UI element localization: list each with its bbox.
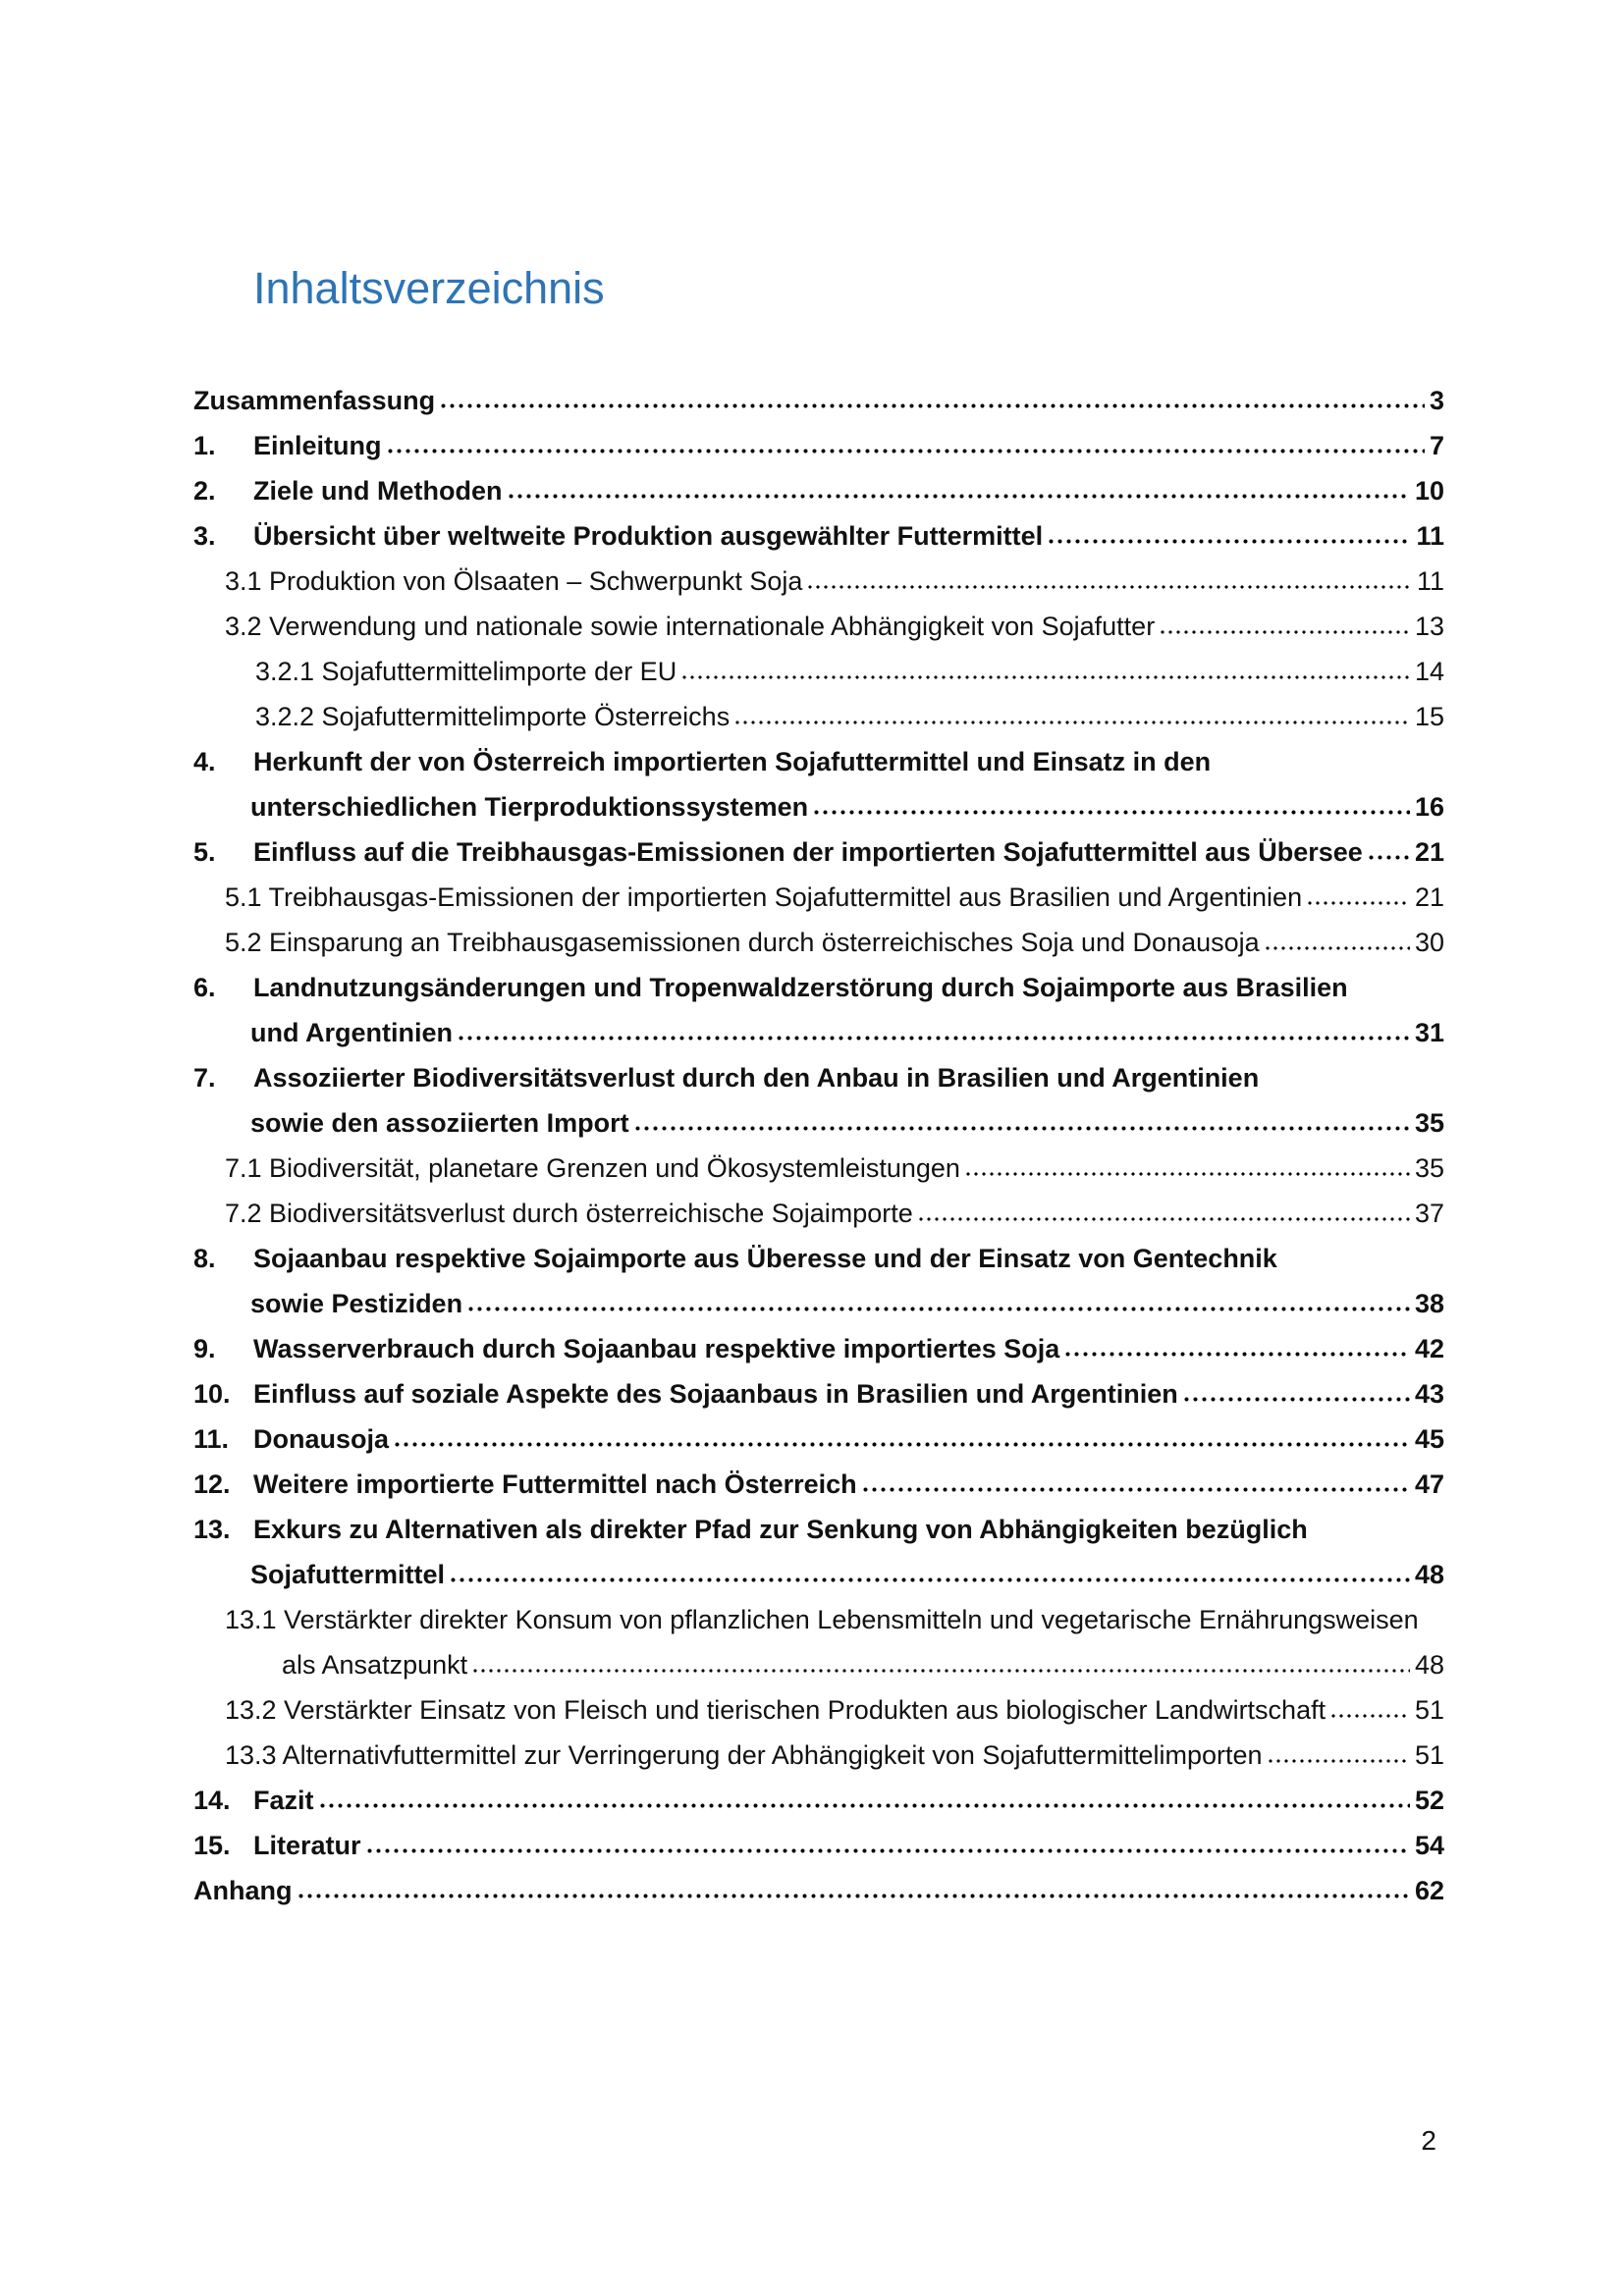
dot-leader (1264, 945, 1410, 951)
toc-page-number: 51 (1414, 1740, 1444, 1770)
page-title: Inhaltsverzeichnis (253, 263, 605, 313)
toc-entry-label: und Argentinien (250, 1018, 453, 1047)
toc-entry (193, 1055, 1444, 1146)
toc-entry-label: 5.2 Einsparung an Treibhausgasemissionen durch österreichisches Soja und Donausoja (225, 928, 1260, 957)
dot-leader (439, 402, 1425, 409)
toc-entry-label: unterschiedlichen Tierproduktionssystemen (250, 792, 809, 822)
toc-page-number: 31 (1414, 1018, 1444, 1047)
toc-entry (193, 875, 1444, 920)
toc-entry-line[interactable] (193, 829, 1444, 875)
toc-page-number: 42 (1414, 1334, 1444, 1363)
toc-entry-label: Einleitung (253, 431, 382, 460)
toc-entry-number: 7. (193, 1063, 216, 1093)
toc-page-number: 51 (1414, 1695, 1444, 1725)
toc-page-number: 30 (1414, 928, 1444, 957)
toc-entry-label: Übersicht über weltweite Produktion ausgewählter Futtermittel (253, 521, 1044, 551)
toc-page-number: 11 (1416, 566, 1444, 596)
dot-leader (318, 1802, 1410, 1809)
dot-leader (393, 1441, 1410, 1448)
dot-leader (457, 1035, 1410, 1041)
toc-entry-number: 4. (193, 747, 216, 776)
toc-entry-label: Donausoja (253, 1424, 390, 1454)
dot-leader (1063, 1351, 1410, 1358)
toc-entry (193, 920, 1444, 965)
toc-entry-label: 3.2.1 Sojafuttermittelimporte der EU (255, 657, 677, 686)
toc-entry-label: Literatur (253, 1831, 361, 1860)
toc-entry-number: 10. (193, 1379, 231, 1409)
toc-entry-line[interactable] (193, 1462, 1444, 1507)
toc-entry-number: 11. (193, 1424, 230, 1454)
toc-entry-line[interactable] (193, 1281, 1444, 1326)
toc-entry-label: 3.2 Verwendung und nationale sowie internationale Abhängigkeit von Sojafutter (225, 612, 1156, 641)
toc-entry-line[interactable] (193, 1597, 1444, 1642)
toc-page-number: 43 (1414, 1379, 1444, 1409)
toc-page-number: 10 (1414, 476, 1444, 506)
toc-entry (193, 1778, 1444, 1823)
toc-entry-line[interactable] (193, 649, 1444, 694)
toc-entry (193, 829, 1444, 875)
dot-leader (297, 1893, 1410, 1899)
dot-leader (1047, 538, 1411, 545)
toc-entry-label: 3.1 Produktion von Ölsaaten – Schwerpunkt Soja (225, 566, 803, 596)
toc-entry-label: Herkunft der von Österreich importierten Sojafuttermittel und Einsatz in den (253, 747, 1212, 776)
toc-entry (193, 1326, 1444, 1371)
toc-entry-number: 8. (193, 1244, 216, 1273)
toc-entry-line[interactable] (193, 1823, 1444, 1868)
toc-entry (193, 1687, 1444, 1733)
toc-entry-line[interactable] (193, 1642, 1444, 1687)
toc-entry-label: 3.2.2 Sojafuttermittelimporte Österreichs (255, 702, 731, 731)
toc-entry (193, 1191, 1444, 1236)
toc-entry-label: Anhang (193, 1876, 293, 1905)
dot-leader (733, 720, 1410, 725)
toc-entry-number: 1. (193, 431, 216, 460)
toc-entry-label: 7.2 Biodiversitätsverlust durch österreichische Sojaimporte (225, 1199, 913, 1228)
dot-leader (861, 1486, 1410, 1493)
toc-page-number: 21 (1414, 837, 1444, 867)
toc-entry (193, 559, 1444, 604)
toc-entry-line[interactable] (193, 604, 1444, 649)
dot-leader (1159, 629, 1410, 635)
toc-entry-number: 3. (193, 521, 216, 551)
toc-entry (193, 965, 1444, 1055)
toc-entry-number: 13. (193, 1515, 231, 1544)
toc-entry-line[interactable] (193, 694, 1444, 739)
dot-leader (633, 1125, 1410, 1132)
toc-page-number: 35 (1414, 1153, 1444, 1183)
dot-leader (365, 1847, 1410, 1854)
toc-entry-label: als Ansatzpunkt (282, 1650, 468, 1680)
toc-entry-number: 12. (193, 1469, 231, 1499)
toc-entry-line[interactable] (193, 1416, 1444, 1462)
toc-entry-line[interactable] (193, 513, 1444, 559)
toc-entry-line[interactable] (193, 559, 1444, 604)
toc-entry-label: 13.3 Alternativfuttermittel zur Verringerung der Abhängigkeit von Sojafuttermittelimporten (225, 1740, 1263, 1770)
dot-leader (449, 1576, 1410, 1583)
footer-page-number: 2 (1421, 2125, 1436, 2156)
toc-page-number: 14 (1414, 657, 1444, 686)
toc-page-number: 48 (1414, 1650, 1444, 1680)
toc-entry-label: Ziele und Methoden (253, 476, 503, 506)
dot-leader (680, 674, 1410, 680)
toc-entry-label: Zusammenfassung (193, 386, 436, 415)
toc-entry (193, 649, 1444, 694)
toc-entry-line[interactable] (193, 920, 1444, 965)
toc-entry-number: 2. (193, 476, 216, 506)
toc-entry-label: Fazit (253, 1786, 314, 1815)
toc-entry-label: Einfluss auf die Treibhausgas-Emissionen der importierten Sojafuttermittel aus Übersee (253, 837, 1363, 867)
toc-entry (193, 468, 1444, 513)
toc-entry (193, 1371, 1444, 1416)
toc-entry (193, 513, 1444, 559)
toc-entry-label: Sojafuttermittel (250, 1560, 446, 1589)
dot-leader (466, 1306, 1410, 1312)
toc-entry-number: 6. (193, 973, 216, 1002)
dot-leader (386, 448, 1425, 454)
toc-entry-line[interactable] (193, 1733, 1444, 1778)
toc-entry (193, 1868, 1444, 1913)
toc-page-number: 54 (1414, 1831, 1444, 1860)
toc-entry-line[interactable] (193, 784, 1444, 829)
toc-entry-label: Weitere importierte Futtermittel nach Österreich (253, 1469, 857, 1499)
table-of-contents (193, 378, 1444, 1913)
toc-entry-number: 14. (193, 1786, 231, 1815)
dot-leader (964, 1171, 1410, 1177)
toc-entry-line[interactable] (193, 875, 1444, 920)
dot-leader (1329, 1713, 1410, 1719)
toc-entry-label: sowie Pestiziden (250, 1289, 463, 1318)
toc-entry-label: Landnutzungsänderungen und Tropenwaldzerstörung durch Sojaimporte aus Brasilien (253, 973, 1348, 1002)
toc-page-number: 21 (1414, 882, 1444, 912)
toc-entry (193, 1416, 1444, 1462)
toc-page-number: 48 (1414, 1560, 1444, 1589)
toc-page-number: 13 (1414, 612, 1444, 641)
toc-entry (193, 1236, 1444, 1326)
toc-entry-line[interactable] (193, 468, 1444, 513)
toc-entry (193, 1146, 1444, 1191)
toc-entry (193, 739, 1444, 829)
toc-entry-label: 7.1 Biodiversität, planetare Grenzen und Ökosystemleistungen (225, 1153, 960, 1183)
toc-entry-number: 9. (193, 1334, 216, 1363)
toc-entry-label: Exkurs zu Alternativen als direkter Pfad zur Senkung von Abhängigkeiten bezüglich (253, 1515, 1308, 1544)
toc-entry-line[interactable] (193, 1010, 1444, 1055)
toc-entry-number: 5. (193, 837, 216, 867)
toc-page-number: 45 (1414, 1424, 1444, 1454)
toc-entry-label: Assoziierter Biodiversitätsverlust durch den Anbau in Brasilien und Argentinien (253, 1063, 1260, 1093)
toc-page-number: 52 (1414, 1786, 1444, 1815)
toc-entry (193, 1597, 1444, 1687)
dot-leader (917, 1216, 1410, 1222)
toc-entry (193, 1507, 1444, 1597)
dot-leader (1182, 1396, 1410, 1403)
dot-leader (471, 1668, 1410, 1674)
toc-entry-line[interactable] (193, 378, 1444, 423)
toc-entry-line[interactable] (193, 1191, 1444, 1236)
toc-entry (193, 1462, 1444, 1507)
toc-entry-line[interactable] (193, 1778, 1444, 1823)
toc-page-number: 3 (1429, 386, 1444, 415)
toc-page-number: 11 (1416, 521, 1444, 551)
toc-entry-line[interactable] (193, 739, 1444, 784)
dot-leader (1306, 900, 1410, 906)
toc-entry (193, 1733, 1444, 1778)
dot-leader (1367, 854, 1410, 861)
toc-entry (193, 694, 1444, 739)
toc-entry-label: 13.1 Verstärkter direkter Konsum von pflanzlichen Lebensmitteln und vegetarische Ernährungsweisen (225, 1605, 1419, 1634)
toc-entry-line[interactable] (193, 965, 1444, 1010)
toc-entry-line[interactable] (193, 423, 1444, 468)
toc-page-number: 15 (1414, 702, 1444, 731)
toc-entry-line[interactable] (193, 1055, 1444, 1100)
toc-page-number: 16 (1414, 792, 1444, 822)
toc-entry (193, 423, 1444, 468)
toc-page-number: 62 (1414, 1876, 1444, 1905)
toc-entry (193, 378, 1444, 423)
toc-entry-line[interactable] (193, 1236, 1444, 1281)
toc-page-number: 47 (1414, 1469, 1444, 1499)
toc-page-number: 7 (1429, 431, 1444, 460)
toc-entry-label: Sojaanbau respektive Sojaimporte aus Überesse und der Einsatz von Gentechnik (253, 1244, 1277, 1273)
toc-page-number: 38 (1414, 1289, 1444, 1318)
toc-entry-line[interactable] (193, 1687, 1444, 1733)
toc-entry-label: 5.1 Treibhausgas-Emissionen der importierten Sojafuttermittel aus Brasilien und Argentinien (225, 882, 1303, 912)
toc-page-number: 35 (1414, 1108, 1444, 1138)
dot-leader (507, 493, 1410, 500)
toc-entry-line[interactable] (193, 1100, 1444, 1146)
toc-entry (193, 1823, 1444, 1868)
toc-page-number: 37 (1414, 1199, 1444, 1228)
toc-entry-line[interactable] (193, 1326, 1444, 1371)
toc-entry-label: Einfluss auf soziale Aspekte des Sojaanbaus in Brasilien und Argentinien (253, 1379, 1178, 1409)
toc-entry-line[interactable] (193, 1868, 1444, 1913)
toc-entry-line[interactable] (193, 1552, 1444, 1597)
toc-entry-line[interactable] (193, 1507, 1444, 1552)
toc-entry-number: 15. (193, 1831, 231, 1860)
toc-entry-label: 13.2 Verstärkter Einsatz von Fleisch und tierischen Produkten aus biologischer Landwirtschaft (225, 1695, 1326, 1725)
toc-entry-label: Wasserverbrauch durch Sojaanbau respektive importiertes Soja (253, 1334, 1060, 1363)
dot-leader (806, 584, 1412, 590)
toc-entry-line[interactable] (193, 1146, 1444, 1191)
dot-leader (1267, 1758, 1410, 1764)
toc-entry (193, 604, 1444, 649)
toc-entry-label: sowie den assoziierten Import (250, 1108, 629, 1138)
dot-leader (812, 809, 1410, 816)
toc-entry-line[interactable] (193, 1371, 1444, 1416)
